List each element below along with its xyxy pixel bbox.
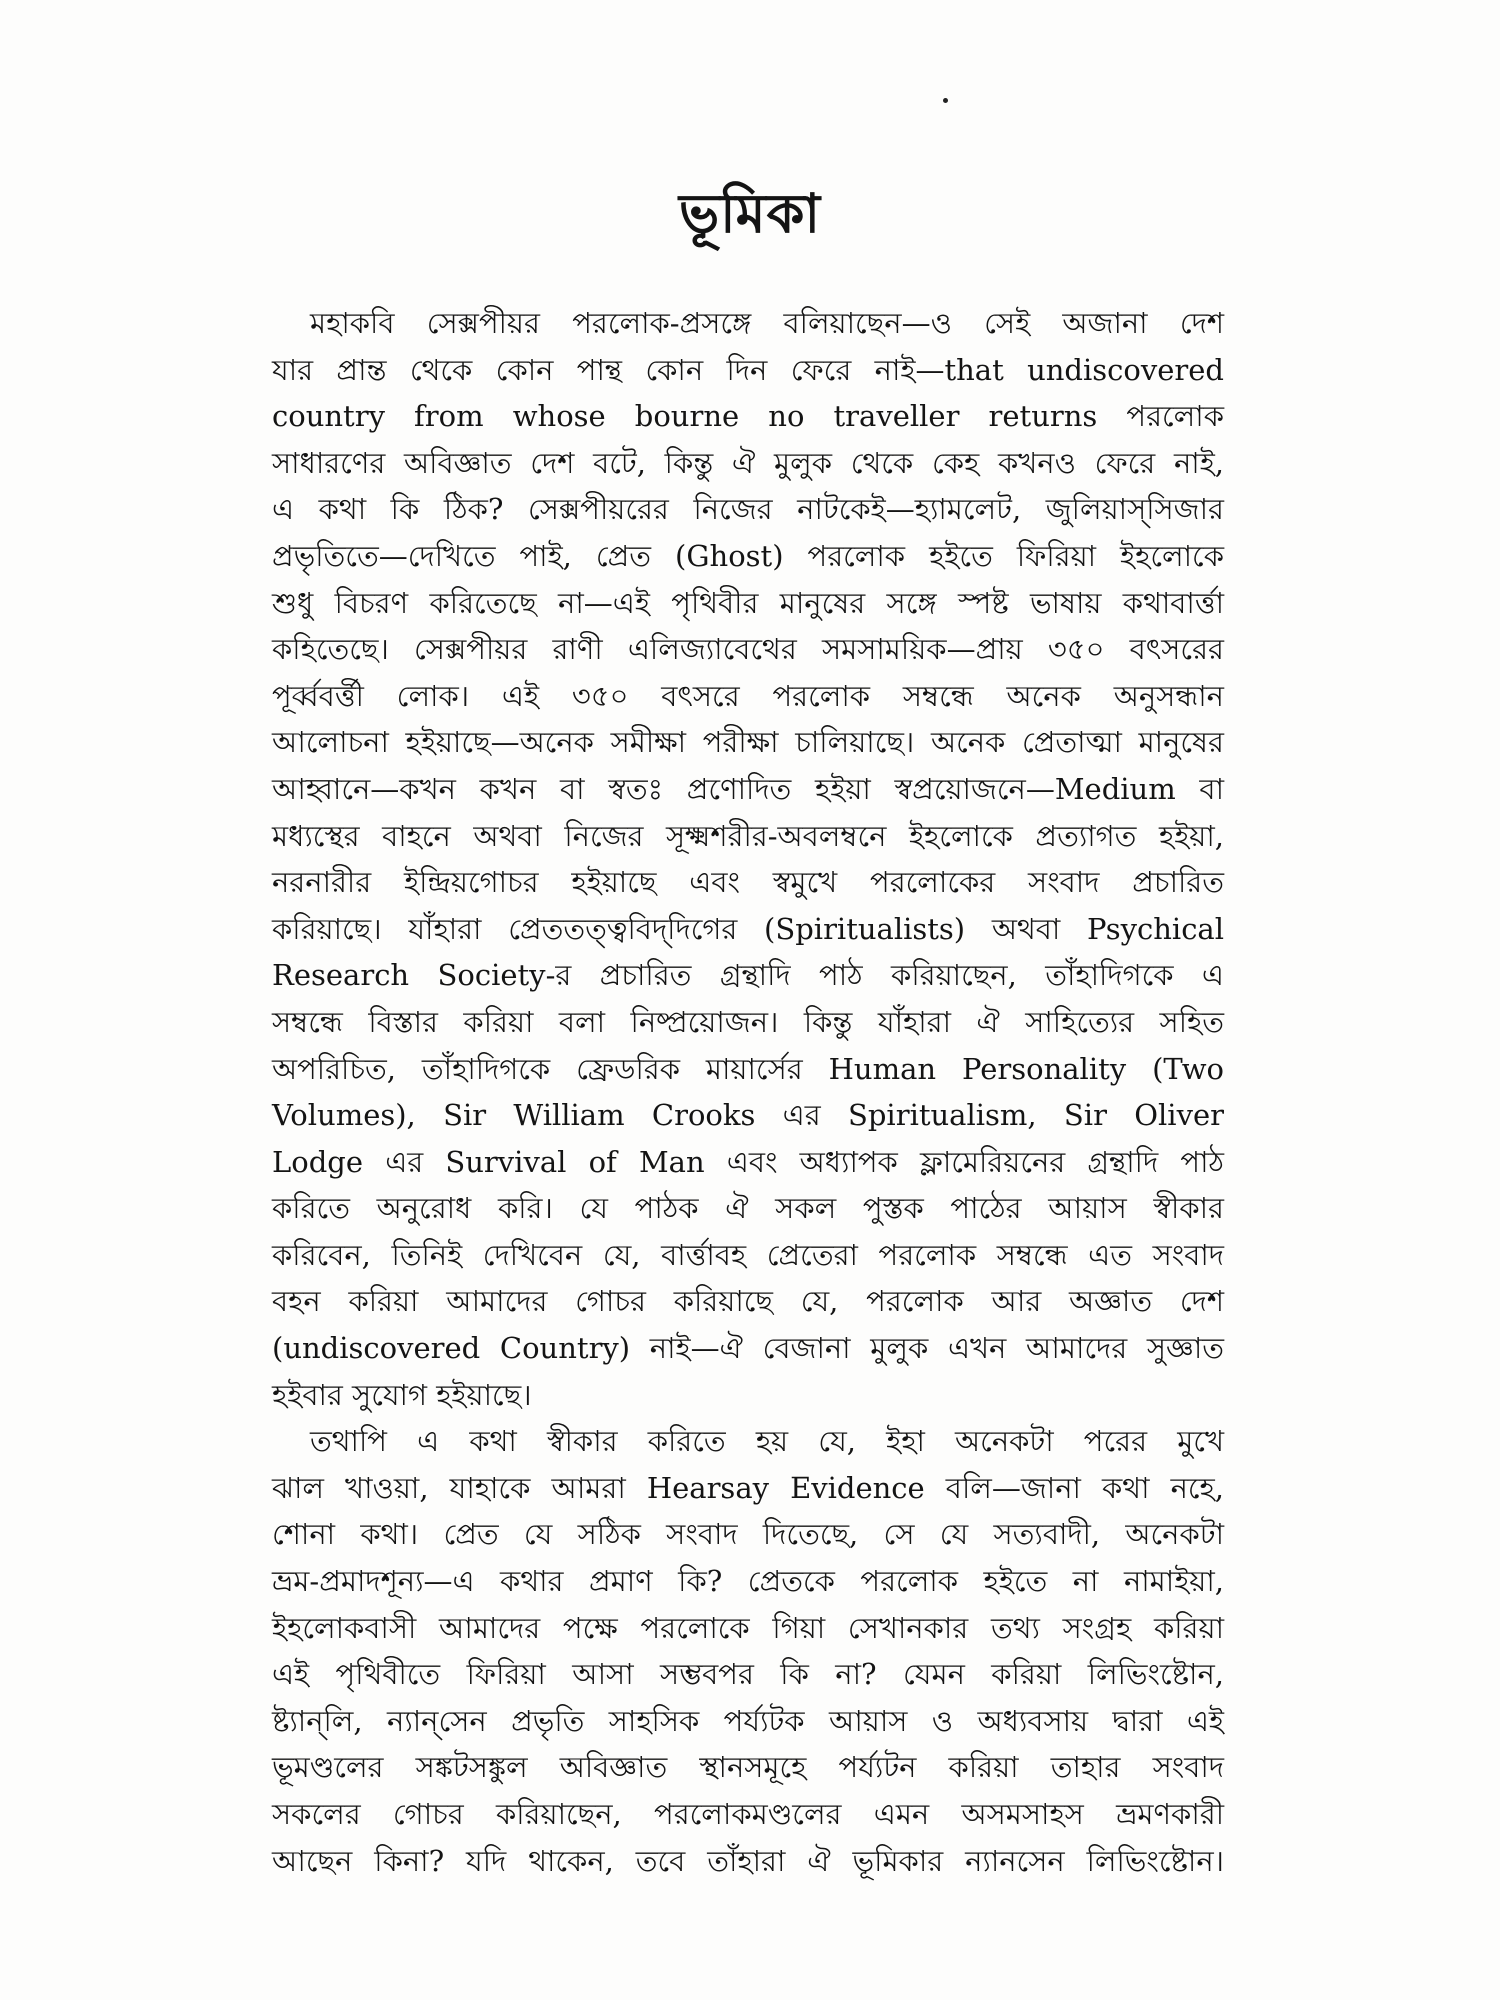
ink-speck <box>943 98 948 103</box>
text-line: আহ্বানে—কখন কখন বা স্বতঃ প্রণোদিত হইয়া স্বপ্রয়োজনে—Medium বা <box>272 771 1224 806</box>
text-line: এ কথা কি ঠিক? সেক্সপীয়রের নিজের নাটকেই—হ্যামলেট, জুলিয়াস্‌সিজার <box>272 492 1224 527</box>
text-line: পূর্ব্ববর্ত্তী লোক। এই ৩৫০ বৎসরে পরলোক সম্বন্ধে অনেক অনুসন্ধান <box>272 678 1224 713</box>
text-line: যার প্রান্ত থেকে কোন পান্থ কোন দিন ফেরে নাই—that undiscovered <box>272 352 1224 387</box>
text-line: ঝাল খাওয়া, যাহাকে আমরা Hearsay Evidence বলি—জানা কথা নহে, <box>272 1470 1224 1505</box>
text-line: প্রভৃতিতে—দেখিতে পাই, প্রেত (Ghost) পরলোক হইতে ফিরিয়া ইহলোকে <box>272 538 1224 573</box>
text-line: নরনারীর ইন্দ্রিয়গোচর হইয়াছে এবং স্বমুখে পরলোকের সংবাদ প্রচারিত <box>272 865 1224 900</box>
text-line: বহন করিয়া আমাদের গোচর করিয়াছে যে, পরলোক আর অজ্ঞাত দেশ <box>272 1284 1224 1319</box>
text-line: করিবেন, তিনিই দেখিবেন যে, বার্ত্তাবহ প্রেতেরা পরলোক সম্বন্ধে এত সংবাদ <box>272 1237 1224 1272</box>
text-line: Volumes), Sir William Crooks এর Spiritualism, Sir Oliver <box>272 1098 1224 1133</box>
text-line: ইহলোকবাসী আমাদের পক্ষে পরলোকে গিয়া সেখানকার তথ্য সংগ্রহ করিয়া <box>272 1610 1224 1645</box>
text-line: হইবার সুযোগ হইয়াছে। <box>272 1377 532 1412</box>
text-line: সকলের গোচর করিয়াছেন, পরলোকমণ্ডলের এমন অসমসাহস ভ্রমণকারী <box>272 1797 1224 1831</box>
text-line: ভূমণ্ডলের সঙ্কটসঙ্কুল অবিজ্ঞাত স্থানসমূহে পর্য্যটন করিয়া তাহার সংবাদ <box>272 1750 1224 1785</box>
body-text <box>272 300 1224 1884</box>
text-line: Research Society-র প্রচারিত গ্রন্থাদি পাঠ করিয়াছেন, তাঁহাদিগকে এ <box>272 958 1224 993</box>
text-line: কহিতেছে। সেক্সপীয়র রাণী এলিজ্যাবেথের সমসাময়িক—প্রায় ৩৫০ বৎসরের <box>272 632 1224 667</box>
text-line: এই পৃথিবীতে ফিরিয়া আসা সম্ভবপর কি না? যেমন করিয়া লিভিংষ্টোন, <box>272 1657 1224 1692</box>
text-line: country from whose bourne no traveller returns পরলোক <box>272 399 1224 434</box>
text-line: অপরিচিত, তাঁহাদিগকে ফ্রেডরিক মায়ার্সের Human Personality (Two <box>272 1051 1224 1086</box>
text-line: (undiscovered Country) নাই—ঐ বেজানা মুলুক এখন আমাদের সুজ্ঞাত <box>272 1331 1224 1366</box>
text-line: মহাকবি সেক্সপীয়র পরলোক-প্রসঙ্গে বলিয়াছেন—ও সেই অজানা দেশ <box>310 306 1224 340</box>
text-line: শুধু বিচরণ করিতেছে না—এই পৃথিবীর মানুষের সঙ্গে স্পষ্ট ভাষায় কথাবার্ত্তা <box>272 585 1224 620</box>
text-line: আছেন কিনা? যদি থাকেন, তবে তাঁহারা ঐ ভূমিকার ন্যানসেন লিভিংষ্টোন। <box>272 1843 1224 1878</box>
text-line: Lodge এর Survival of Man এবং অধ্যাপক ফ্লামেরিয়নের গ্রন্থাদি পাঠ <box>272 1144 1224 1179</box>
text-line: সাধারণের অবিজ্ঞাত দেশ বটে, কিন্তু ঐ মুলুক থেকে কেহ কখনও ফেরে নাই, <box>272 445 1224 480</box>
text-line: করিয়াছে। যাঁহারা প্রেততত্ত্ববিদ্‌দিগের (Spiritualists) অথবা Psychical <box>272 911 1224 946</box>
text-line: আলোচনা হইয়াছে—অনেক সমীক্ষা পরীক্ষা চালিয়াছে। অনেক প্রেতাত্মা মানুষের <box>272 725 1224 760</box>
text-line: সম্বন্ধে বিস্তার করিয়া বলা নিষ্প্রয়োজন। কিন্তু যাঁহারা ঐ সাহিত্যের সহিত <box>272 1004 1224 1039</box>
text-line: তথাপি এ কথা স্বীকার করিতে হয় যে, ইহা অনেকটা পরের মুখে <box>310 1424 1224 1459</box>
text-line: করিতে অনুরোধ করি। যে পাঠক ঐ সকল পুস্তক পাঠের আয়াস স্বীকার <box>272 1191 1224 1226</box>
text-line: ভ্রম-প্রমাদশূন্য—এ কথার প্রমাণ কি? প্রেতকে পরলোক হইতে না নামাইয়া, <box>272 1564 1224 1599</box>
text-line: ষ্ট্যান্‌লি, ন্যান্‌সেন প্রভৃতি সাহসিক পর্য্যটক আয়াস ও অধ্যবসায় দ্বারা এই <box>272 1703 1224 1738</box>
page-title: ভূমিকা <box>678 181 822 245</box>
text-line: শোনা কথা। প্রেত যে সঠিক সংবাদ দিতেছে, সে যে সত্যবাদী, অনেকটা <box>272 1517 1224 1552</box>
text-line: মধ্যস্থের বাহনে অথবা নিজের সূক্ষ্মশরীর-অবলম্বনে ইহলোকে প্রত্যাগত হইয়া, <box>272 818 1224 853</box>
